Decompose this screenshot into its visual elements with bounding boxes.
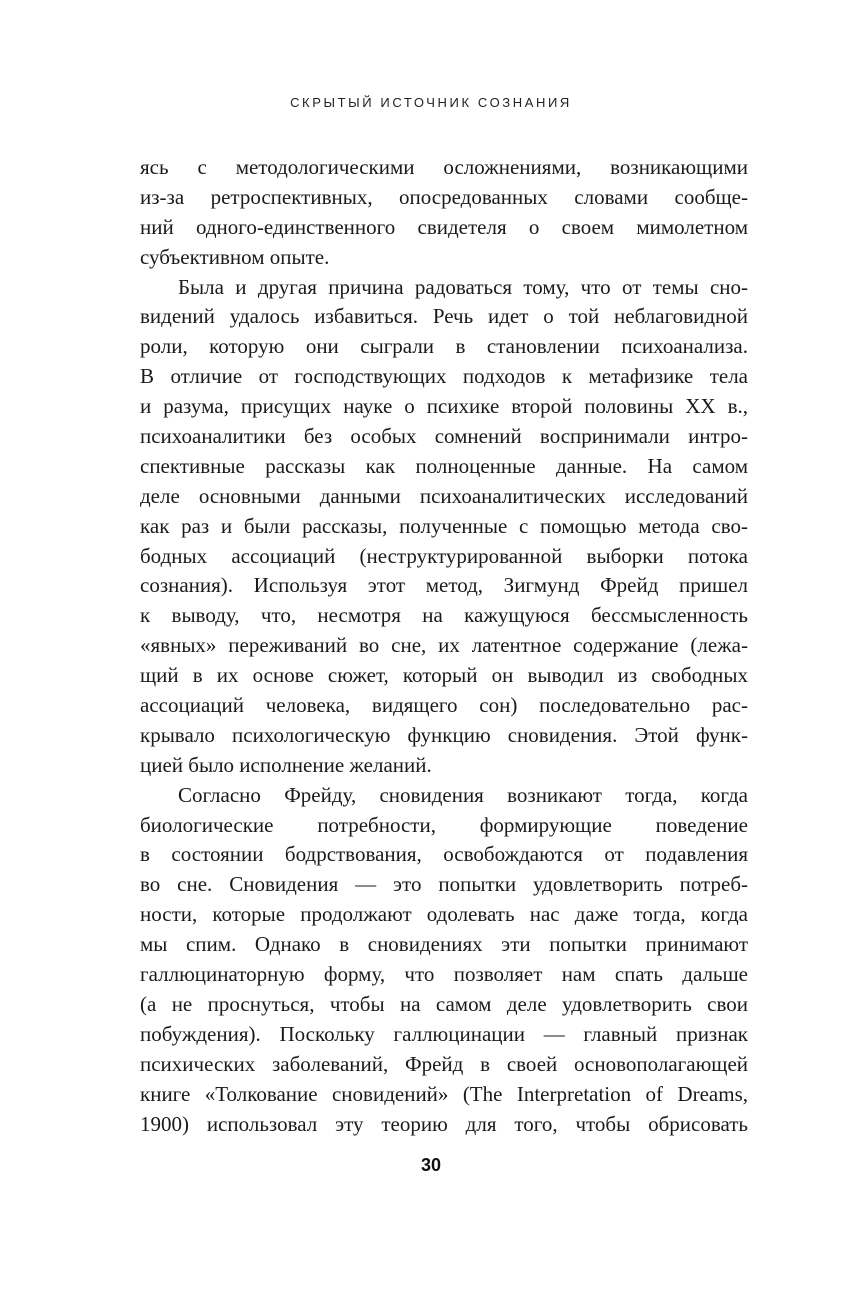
text-line: биологические потребности, формирующие поведение [140,812,748,837]
text-line: как раз и были рассказы, полученные с помощью метода сво- [140,513,748,538]
text-line: ний одного-единственного свидетеля о своем мимолетном [140,214,748,239]
text-line: деле основными данными психоаналитических исследований [140,483,748,508]
text-line: книге «Толкование сновидений» (The Interpretation of Dreams, [140,1081,748,1106]
text-line: галлюцинаторную форму, что позволяет нам спать дальше [140,962,748,987]
text-line: (а не проснуться, чтобы на самом деле удовлетворить свои [140,991,748,1016]
text-line: субъективном опыте. [140,244,330,269]
text-line: роли, которую они сыграли в становлении психоанализа. [140,334,748,359]
text-line: спективные рассказы как полноценные данные. На самом [140,453,748,478]
text-line: и разума, присущих науке о психике второй половины XX в., [140,394,748,419]
body-text [140,153,748,1139]
text-line: Согласно Фрейду, сновидения возникают тогда, когда [178,782,748,807]
text-line: психоаналитики без особых сомнений воспринимали интро- [140,424,748,449]
text-line: Была и другая причина радоваться тому, что от темы сно- [178,274,748,299]
text-line: ассоциаций человека, видящего сон) последовательно рас- [140,693,748,718]
running-head-title: СКРЫТЫЙ ИСТОЧНИК СОЗНАНИЯ [290,95,572,110]
text-line: мы спим. Однако в сновидениях эти попытки принимают [140,932,748,957]
text-line: в состоянии бодрствования, освобождаются от подавления [140,842,748,867]
text-line: сознания). Используя этот метод, Зигмунд Фрейд пришел [140,573,748,598]
text-line: цией было исполнение желаний. [140,752,432,777]
text-line: из-за ретроспективных, опосредованных словами сообще- [140,184,748,209]
text-line: 1900) использовал эту теорию для того, чтобы обрисовать [140,1111,748,1136]
text-line: ясь с методологическими осложнениями, возникающими [140,155,748,179]
text-line: побуждения). Поскольку галлюцинации — главный признак [140,1021,748,1046]
text-line: щий в их основе сюжет, который он выводил из свободных [140,663,748,688]
text-line: во сне. Сновидения — это попытки удовлетворить потреб- [140,872,748,897]
text-line: психических заболеваний, Фрейд в своей основополагающей [140,1051,748,1076]
text-line: крывало психологическую функцию сновидения. Этой функ- [140,722,748,747]
text-line: «явных» переживаний во сне, их латентное содержание (лежа- [140,633,748,658]
text-line: бодных ассоциаций (неструктурированной выборки потока [140,543,748,568]
page-number: 30 [420,1155,442,1175]
text-line: видений удалось избавиться. Речь идет о той неблаговидной [140,304,748,329]
text-line: ности, которые продолжают одолевать нас даже тогда, когда [140,902,748,927]
text-line: к выводу, что, несмотря на кажущуюся бессмысленность [140,603,748,628]
text-line: В отличие от господствующих подходов к метафизике тела [140,364,748,389]
